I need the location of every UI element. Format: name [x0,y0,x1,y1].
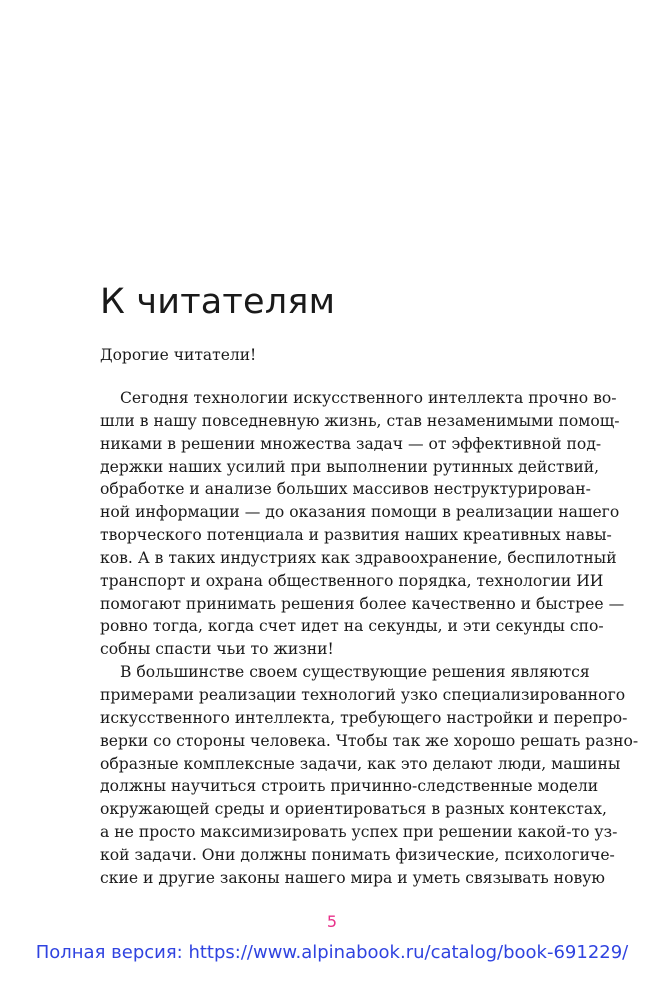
page-number: 5 [326,912,338,931]
text-line: ские и другие законы нашего мира и уметь связывать новую [100,868,605,887]
text-line: должны научиться строить причинно-следственные модели [100,777,599,796]
text-line: верки со стороны человека. Чтобы так же хорошо решать разно- [100,731,639,750]
text-line: творческого потенциала и развития наших креативных навы- [100,526,612,545]
text-line: окружающей среды и ориентироваться в разных контекстах, [100,800,607,819]
text-line: помогают принимать решения более качественно и быстрее — [100,594,625,613]
text-line: ровно тогда, когда счет идет на секунды, и эти секунды спо- [100,617,604,636]
body-text [100,387,639,890]
text-line: шли в нашу повседневную жизнь, став незаменимыми помощ- [100,411,620,430]
text-line: транспорт и охрана общественного порядка, технологии ИИ [100,571,604,590]
text-line: держки наших усилий при выполнении рутинных действий, [100,457,600,476]
text-line: а не просто максимизировать успех при решении какой-то уз- [100,823,618,842]
text-line: В большинстве своем существующие решения являются [120,663,590,682]
text-line: никами в решении множества задач — от эффективной под- [100,434,602,453]
text-line: ков. А в таких индустриях как здравоохранение, беспилотный [100,548,617,567]
salutation: Дорогие читатели! [100,346,257,364]
page-title: К читателям [100,282,336,322]
text-line: примерами реализации технологий узко специализированного [100,685,626,704]
full-version-link[interactable]: Полная версия: https://www.alpinabook.ru/catalog/book-691229/ [35,942,629,963]
text-line: ной информации — до оказания помощи в реализации нашего [100,503,620,522]
text-line: кой задачи. Они должны понимать физические, психологиче- [100,845,615,864]
text-line: собны спасти чьи то жизни! [100,640,334,659]
text-line: образные комплексные задачи, как это делают люди, машины [100,754,621,773]
text-line: обработке и анализе больших массивов неструктурирован- [100,480,591,499]
text-line: искусственного интеллекта, требующего настройки и перепро- [100,708,628,727]
text-line: Сегодня технологии искусственного интеллекта прочно во- [120,389,617,407]
